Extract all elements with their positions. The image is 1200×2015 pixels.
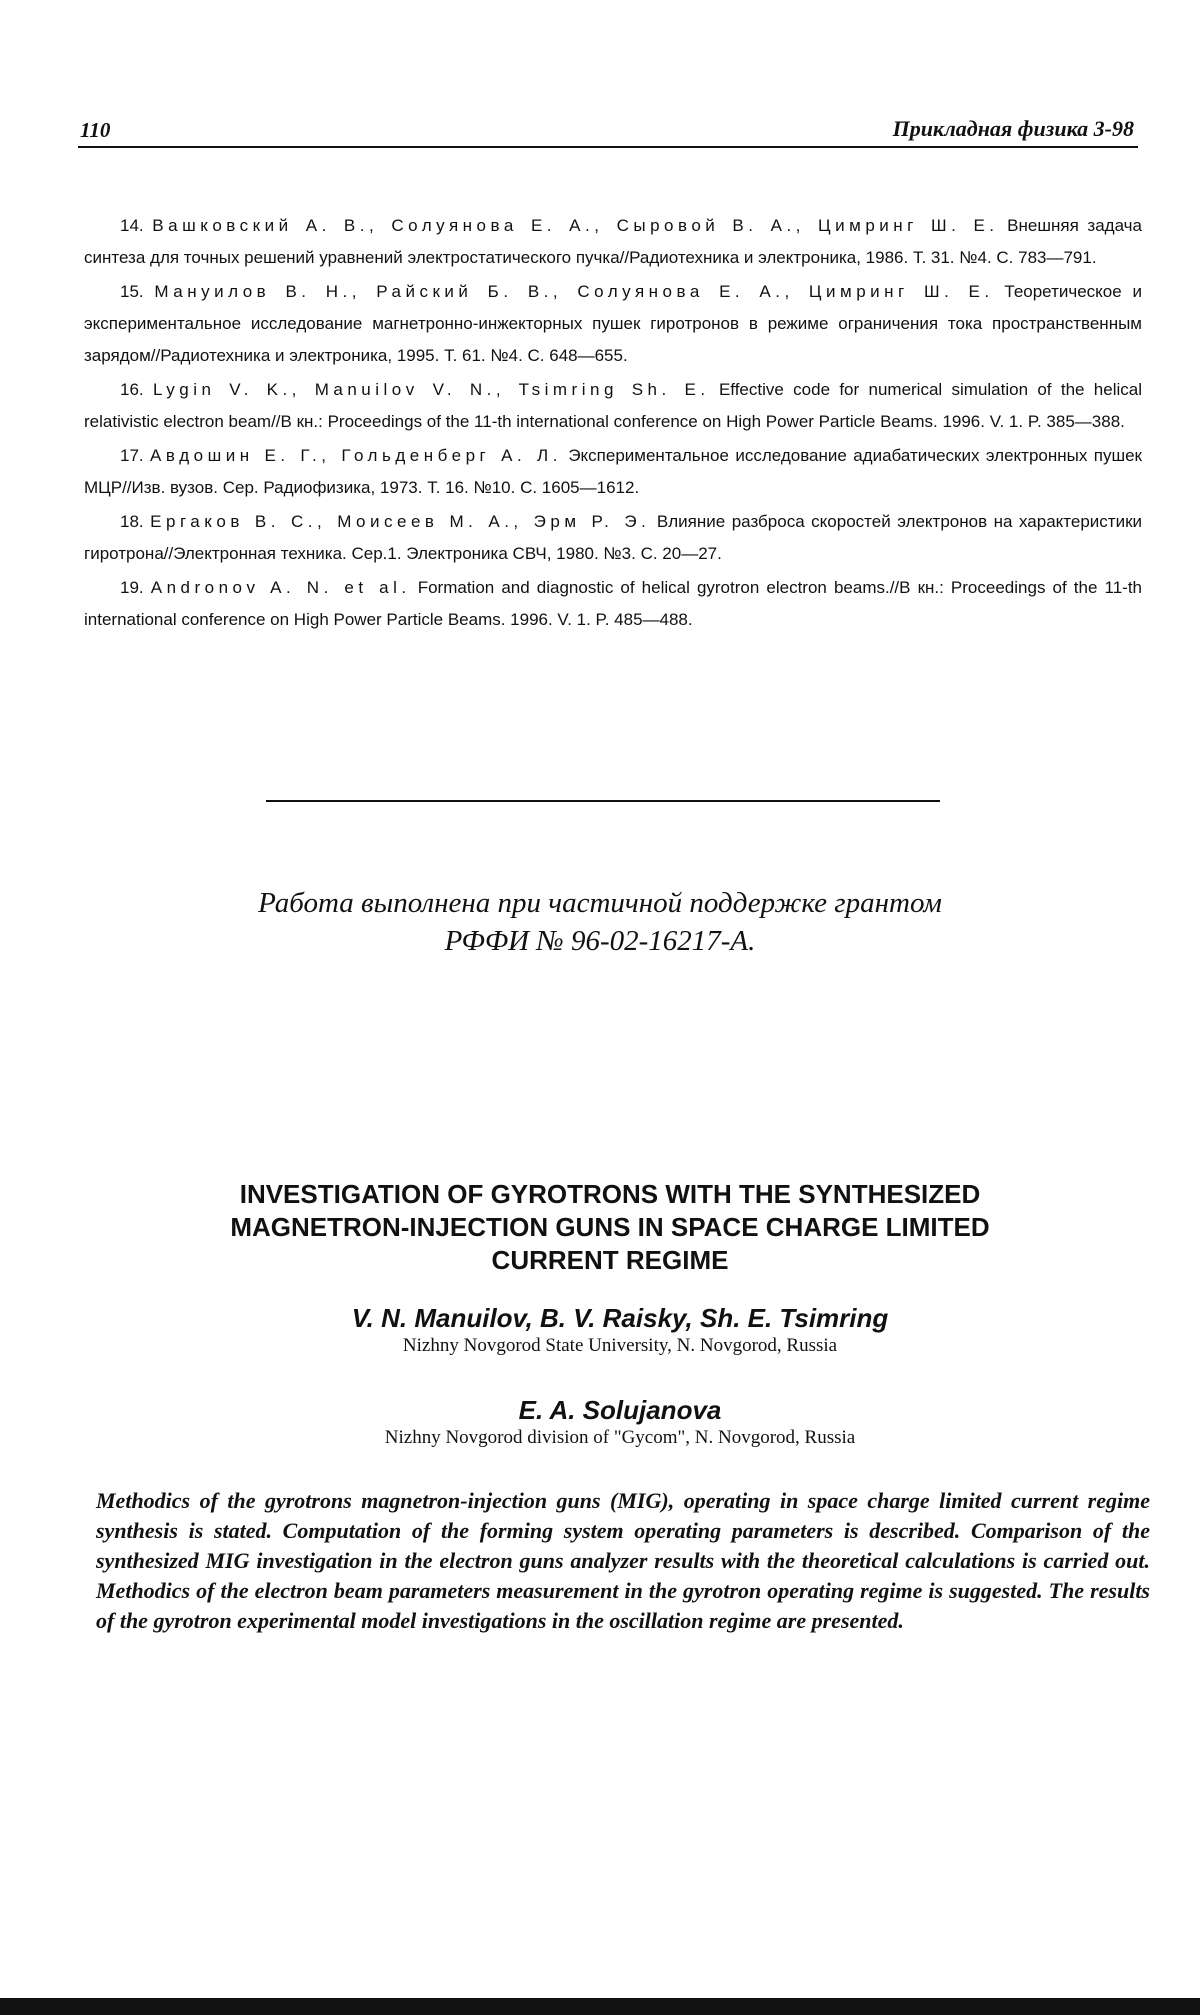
- reference-number: 18.: [120, 512, 144, 531]
- reference-authors: Вашковский А. В., Солуянова Е. А., Сыровой В. А., Цимринг Ш. Е.: [152, 216, 999, 235]
- authors-block: [200, 1302, 1040, 1450]
- reference-item: [84, 506, 1142, 570]
- reference-authors: Авдошин Е. Г., Гольденберг А. Л.: [150, 446, 562, 465]
- title-line: CURRENT REGIME: [491, 1245, 729, 1275]
- grant-note: [180, 884, 1020, 960]
- reference-authors: Lygin V. K., Manuilov V. N., Tsimring Sh. E.: [152, 380, 710, 399]
- reference-text: Экспериментальное исследование адиабатических электронных пушек МЦР//Изв. вузов. Сер. Радиофизика, 1973. Т. 16. №10. С. 1605—1612.: [84, 446, 1142, 497]
- reference-item: [84, 210, 1142, 274]
- reference-text: Теоретическое и экспериментальное исследование магнетронно-инжекторных пушек гиротронов в режиме ограничения тока пространственным зарядом//Радиотехника и электроника, 1995. Т. 61. №4. С. 648—655.: [84, 282, 1142, 365]
- reference-list: [84, 210, 1142, 638]
- author-names: V. N. Manuilov, B. V. Raisky, Sh. E. Tsimring: [351, 1303, 889, 1333]
- reference-authors: Мануилов В. Н., Райский Б. В., Солуянова Е. А., Цимринг Ш. Е.: [154, 282, 994, 301]
- page-header: [78, 112, 1138, 148]
- author-names: E. A. Solujanova: [518, 1395, 722, 1425]
- reference-authors: Ергаков В. С., Моисеев М. А., Эрм Р. Э.: [150, 512, 651, 531]
- reference-authors: Andronov A. N. et al.: [150, 578, 411, 597]
- reference-item: [84, 440, 1142, 504]
- reference-item: [84, 276, 1142, 372]
- abstract: Methodics of the gyrotrons magnetron-injection guns (MIG), operating in space charge limited current regime synthesis is stated. Computation of the forming system operating parameters is described. Comparison of the synthesized MIG investigation in the electron guns analyzer results with the theoretical calculations is carried out. Methodics of the electron beam parameters measurement in the gyrotron operating regime is suggested. The results of the gyrotron experimental model investigations in the oscillation regime are presented.: [96, 1488, 1150, 1633]
- section-divider: [266, 800, 940, 802]
- reference-number: 16.: [120, 380, 144, 399]
- reference-text: Влияние разброса скоростей электронов на характеристики гиротрона//Электронная техника. Сер.1. Электроника СВЧ, 1980. №3. С. 20—27.: [84, 512, 1142, 563]
- paper-title: [150, 1178, 1070, 1277]
- reference-item: [84, 374, 1142, 438]
- page-number: 110: [80, 118, 111, 142]
- affiliation: Nizhny Novgorod State University, N. Novgorod, Russia: [402, 1335, 838, 1356]
- reference-number: 14.: [120, 216, 144, 235]
- reference-item: [84, 572, 1142, 636]
- reference-text: Effective code for numerical simulation of the helical relativistic electron beam//В кн.: Proceedings of the 11-th international conference on High Power Particle Beams. 1996. V. 1. P. 385—388.: [84, 380, 1142, 431]
- reference-text: Внешняя задача синтеза для точных решений уравнений электростатического пучка//Радиотехника и электроника, 1986. Т. 31. №4. С. 783—791.: [84, 216, 1142, 267]
- reference-text: Formation and diagnostic of helical gyrotron electron beams.//В кн.: Proceedings of the 11-th international conference on High Power Particle Beams. 1996. V. 1. P. 485—488.: [84, 578, 1142, 629]
- spacer: [200, 1358, 1040, 1394]
- title-line: MAGNETRON-INJECTION GUNS IN SPACE CHARGE LIMITED: [230, 1212, 990, 1242]
- reference-number: 17.: [120, 446, 144, 465]
- grant-note-line: РФФИ № 96-02-16217-А.: [444, 925, 756, 957]
- scan-edge-bar: [0, 1998, 1200, 2015]
- grant-note-line: Работа выполнена при частичной поддержке грантом: [258, 887, 942, 919]
- reference-number: 19.: [120, 578, 144, 597]
- reference-number: 15.: [120, 282, 144, 301]
- affiliation: Nizhny Novgorod division of "Gycom", N. Novgorod, Russia: [384, 1427, 856, 1448]
- journal-title: Прикладная физика 3-98: [892, 116, 1134, 141]
- title-line: INVESTIGATION OF GYROTRONS WITH THE SYNTHESIZED: [239, 1179, 981, 1209]
